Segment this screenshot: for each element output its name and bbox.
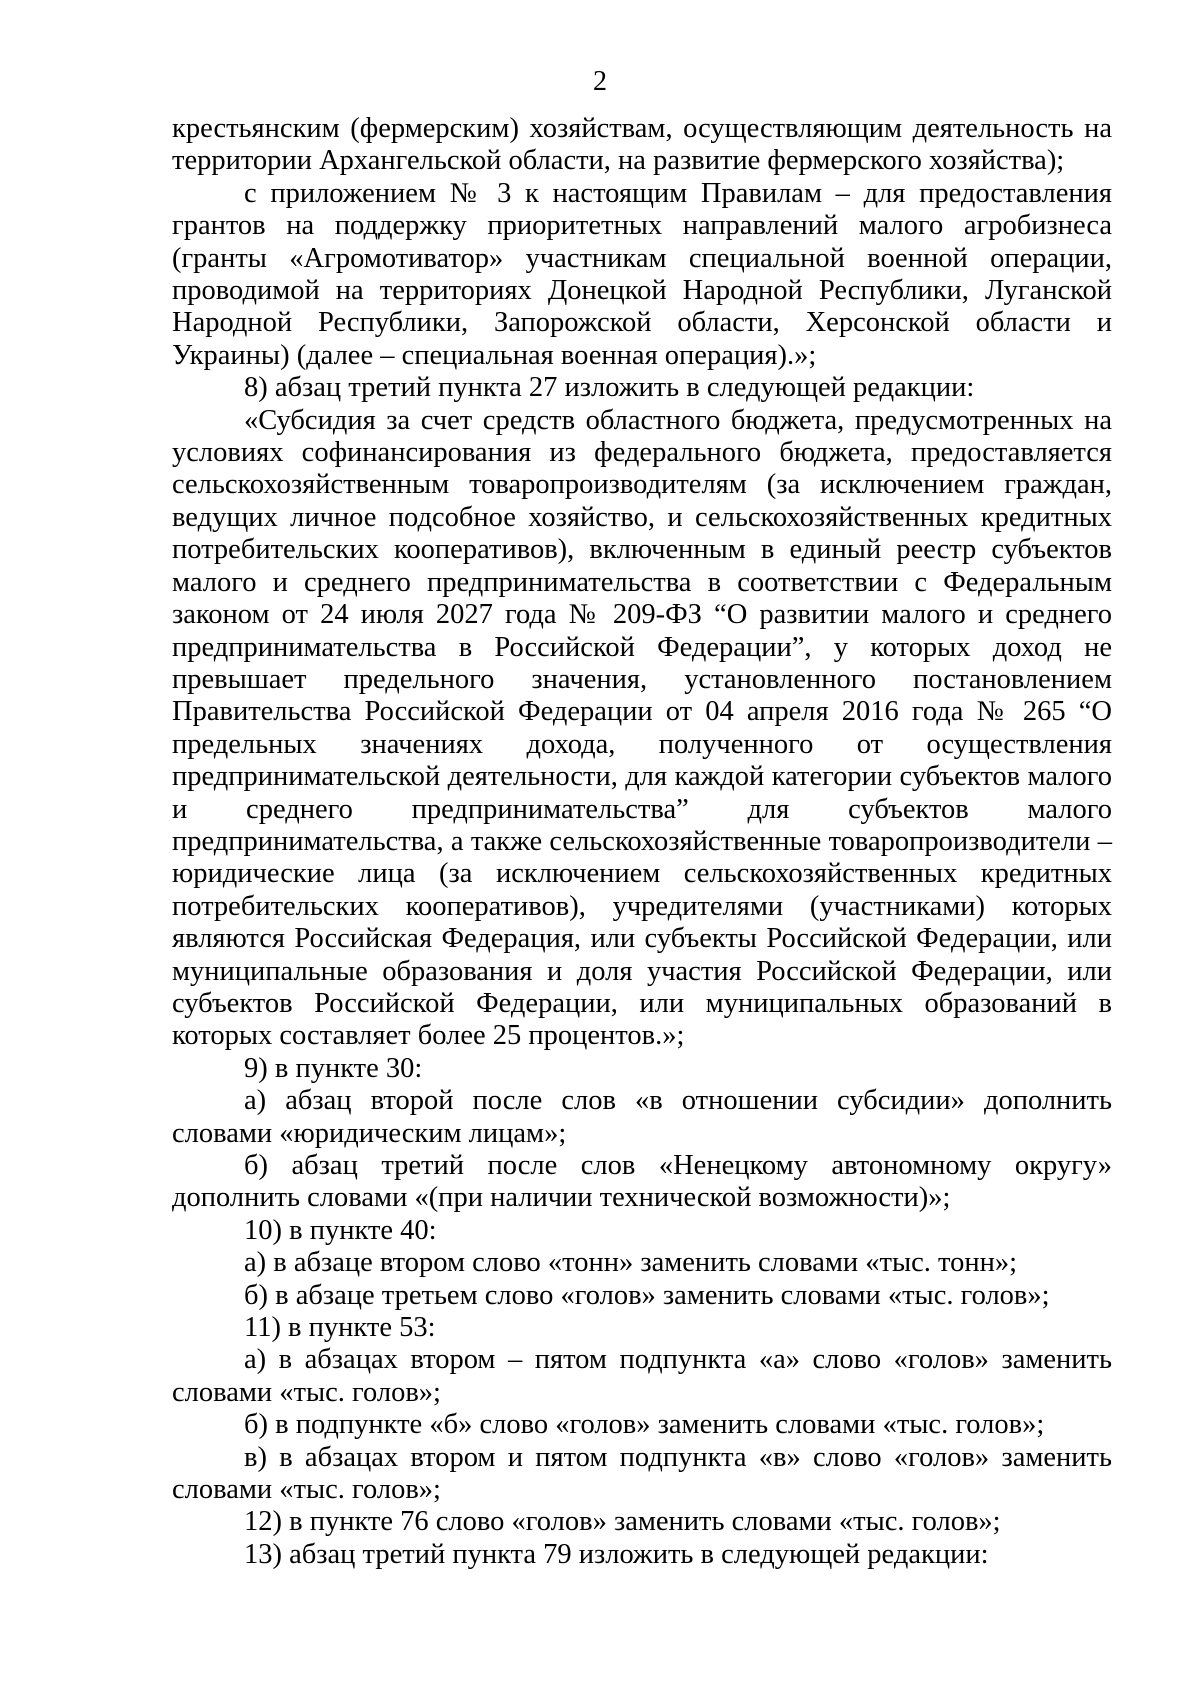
- paragraph: 8) абзац третий пункта 27 изложить в следующей редакции:: [244, 372, 975, 404]
- paragraph: а) в абзаце втором слово «тонн» заменить словами «тыс. тонн»;: [244, 1247, 1018, 1279]
- paragraph: 12) в пункте 76 слово «голов» заменить словами «тыс. голов»;: [244, 1506, 1001, 1538]
- paragraph: б) абзац третий после слов «Ненецкому автономному округу» дополнить словами «(при наличии технической возможности)»;: [172, 1150, 1112, 1214]
- paragraph: а) в абзацах втором – пятом подпункта «а» слово «голов» заменить словами «тыс. голов»;: [172, 1344, 1112, 1408]
- paragraph: б) в абзаце третьем слово «голов» заменить словами «тыс. голов»;: [244, 1279, 1050, 1311]
- paragraph: 10) в пункте 40:: [244, 1214, 437, 1246]
- paragraph: в) в абзацах втором и пятом подпункта «в» слово «голов» заменить словами «тыс. голов»;: [172, 1441, 1112, 1506]
- document-body: [172, 113, 1112, 1571]
- paragraph: б) в подпункте «б» слово «голов» заменить словами «тыс. голов»;: [244, 1409, 1045, 1441]
- paragraph: 13) абзац третий пункта 79 изложить в следующей редакции:: [244, 1538, 989, 1570]
- paragraph: 11) в пункте 53:: [244, 1312, 436, 1344]
- paragraph: а) абзац второй после слов «в отношении субсидии» дополнить словами «юридическим лицам»;: [172, 1085, 1112, 1149]
- paragraph: «Субсидия за счет средств областного бюджета, предусмотренных на условиях софинансирования из федерального бюджета, предоставляется сельскохозяйственным товаропроизводителям (за исключением граждан, ведущих личное подсобное хозяйство, и сельскохозяйственных кредитных потребительских кооперативов), включенным в единый реестр субъектов малого и среднего предпринимательства в соответствии с Федеральным законом от 24 июля 2027 года № 209-ФЗ “О развитии малого и среднего предпринимательства в Российской Федерации”, у которых доход не превышает предельного значения, установленного постановлением Правительства Российской Федерации от 04 апреля 2016 года № 265 “О предельных значениях дохода, полученного от осуществления предпринимательской деятельности, для каждой категории субъектов малого и среднего предпринимательства” для субъектов малого предпринимательства, а также сельскохозяйственные товаропроизводители – юридические лица (за исключением сельскохозяйственных кредитных потребительских кооперативов), учредителями (участниками) которых являются Российская Федерация, или субъекты Российской Федерации, или муниципальные образования и доля участия Российской Федерации, или субъектов Российской Федерации, или муниципальных образований в которых составляет более 25 процентов.»;: [172, 404, 1112, 1052]
- page-number: 2: [593, 66, 607, 97]
- paragraph-continuation: крестьянским (фермерским) хозяйствам, осуществляющим деятельность на территории Архангельской области, на развитие фермерского хозяйства);: [172, 113, 1112, 177]
- paragraph: с приложением № 3 к настоящим Правилам – для предоставления грантов на поддержку приоритетных направлений малого агробизнеса (гранты «Агромотиватор» участникам специальной военной операции, проводимой на территориях Донецкой Народной Республики, Луганской Народной Республики, Запорожской области, Херсонской области и Украины) (далее – специальная военная операция).»;: [172, 177, 1112, 371]
- paragraph: 9) в пункте 30:: [244, 1052, 423, 1084]
